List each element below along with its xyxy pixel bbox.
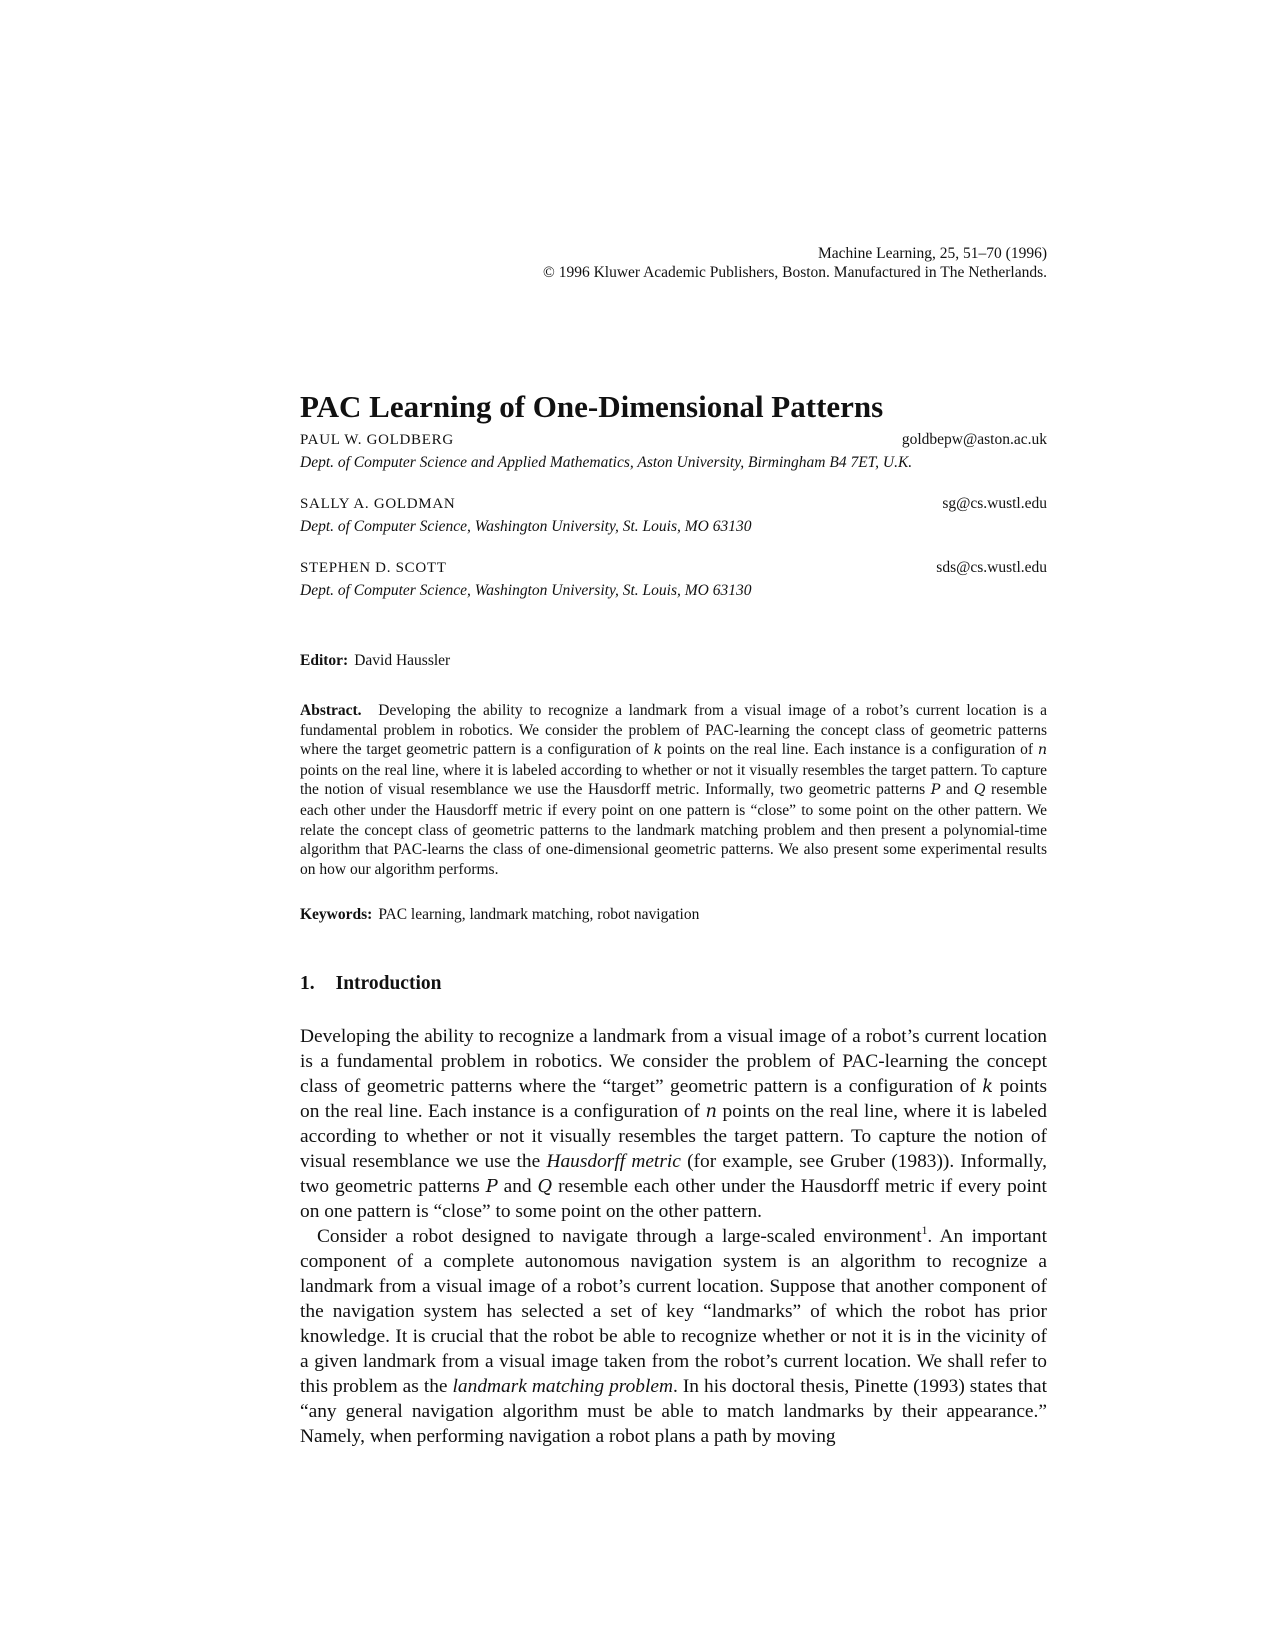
author-block-goldberg xyxy=(300,430,1047,474)
journal-header xyxy=(300,244,1047,282)
author-email: sg@cs.wustl.edu xyxy=(942,495,1047,512)
editor-line xyxy=(300,651,450,671)
author-email: goldbepw@aston.ac.uk xyxy=(901,431,1047,448)
copyright-line: © 1996 Kluwer Academic Publishers, Boston. Manufactured in The Netherlands. xyxy=(543,264,1047,281)
abstract-text: points on the real line, where it is labeled according to whether or not it visually resembles the target pattern. To capture the notion of visual resemblance we use the Hausdorff metric. Informally, two geometric patterns xyxy=(300,761,1047,799)
abstract-label: Abstract. xyxy=(300,702,362,719)
paragraph xyxy=(300,1024,1047,1224)
math-k: k xyxy=(982,1076,994,1097)
abstract-text: Developing the ability to recognize a landmark from a visual image of a robot’s current location is a fundamental problem in robotics. We consider the problem of PAC-learning the concept class of geometric patterns where the target geometric pattern is a configuration of xyxy=(300,702,1048,759)
math-k: k xyxy=(653,742,663,759)
section-heading xyxy=(300,972,441,996)
abstract xyxy=(300,701,1047,879)
author-affiliation: Dept. of Computer Science and Applied Mathematics, Aston University, Birmingham B4 7ET, U.K. xyxy=(300,454,913,471)
author-email: sds@cs.wustl.edu xyxy=(936,559,1047,576)
text-run: Developing the ability to recognize a landmark from a visual image of a robot’s current location is a fundamental problem in robotics. We consider the problem of PAC-learning the concept class of geometric patterns where the “target” geometric pattern is a configuration of xyxy=(300,1026,1047,1097)
math-n: n xyxy=(705,1101,717,1122)
paper-title: PAC Learning of One-Dimensional Patterns xyxy=(300,389,884,424)
text-run: . An important component of a complete autonomous navigation system is an algorithm to recognize a landmark from a visual image of a robot’s current location. Suppose that another component of the navigation system has selected a set of key “landmarks” of which the robot has prior knowledge. It is crucial that the robot be able to recognize whether or not it is in the vicinity of a given landmark from a visual image taken from the robot’s current location. We shall refer to this problem as the xyxy=(300,1226,1047,1397)
author-affiliation: Dept. of Computer Science, Washington University, St. Louis, MO 63130 xyxy=(300,582,752,599)
paragraph xyxy=(300,1224,1047,1449)
text-run: points on the real line. Each instance is a configuration of xyxy=(300,1076,1047,1122)
journal-citation: Machine Learning, 25, 51–70 (1996) xyxy=(818,245,1047,262)
abstract-text: points on the real line. Each instance is a configuration of xyxy=(667,741,1034,759)
math-q: Q xyxy=(973,782,986,799)
math-p: P xyxy=(930,782,941,799)
author-name: SALLY A. GOLDMAN xyxy=(300,496,456,512)
keywords-line xyxy=(300,905,699,925)
section-number: 1. xyxy=(300,973,315,994)
keywords-text: PAC learning, landmark matching, robot navigation xyxy=(378,906,700,923)
text-run: resemble each other under the Hausdorff metric if every point on one pattern is “close” to some point on the other pattern. xyxy=(300,1176,1047,1222)
text-run: Consider a robot designed to navigate through a large-scaled environment xyxy=(317,1226,922,1247)
emphasis-hausdorff-metric: Hausdorff metric xyxy=(546,1151,681,1172)
author-name: STEPHEN D. SCOTT xyxy=(300,560,447,576)
author-block-goldman xyxy=(300,494,1047,538)
text-run: . In his doctoral thesis, Pinette (1993) states that “any general navigation algorithm must be able to match landmarks by their appearance.” Namely, when performing navigation a robot plans a path by moving xyxy=(300,1376,1047,1447)
text-run: (for example, see Gruber (1983)). Informally, two geometric patterns xyxy=(300,1151,1047,1197)
author-affiliation: Dept. of Computer Science, Washington University, St. Louis, MO 63130 xyxy=(300,518,752,535)
math-p: P xyxy=(485,1176,498,1197)
author-name: PAUL W. GOLDBERG xyxy=(300,432,454,448)
body-text xyxy=(300,1024,1047,1449)
text-run: and xyxy=(503,1176,532,1197)
section-title: Introduction xyxy=(335,973,442,994)
footnote-marker[interactable]: 1 xyxy=(921,1223,928,1237)
author-block-scott xyxy=(300,558,1047,602)
math-q: Q xyxy=(537,1176,553,1197)
editor-label: Editor: xyxy=(300,652,349,669)
abstract-text: resemble each other under the Hausdorff metric if every point on one pattern is “close” to some point on the other pattern. We relate the concept class of geometric patterns to the landmark matching problem and then present a polynomial-time algorithm that PAC-learns the class of one-dimensional geometric patterns. We also present some experimental results on how our algorithm performs. xyxy=(300,781,1047,878)
emphasis-landmark-matching-problem: landmark matching problem xyxy=(452,1376,673,1397)
abstract-text: and xyxy=(945,781,969,799)
keywords-label: Keywords: xyxy=(300,906,373,923)
editor-name: David Haussler xyxy=(354,652,451,669)
math-n: n xyxy=(1037,742,1047,759)
text-run: points on the real line, where it is labeled according to whether or not it visually resembles the target pattern. To capture the notion of visual resemblance we use the xyxy=(300,1101,1047,1172)
